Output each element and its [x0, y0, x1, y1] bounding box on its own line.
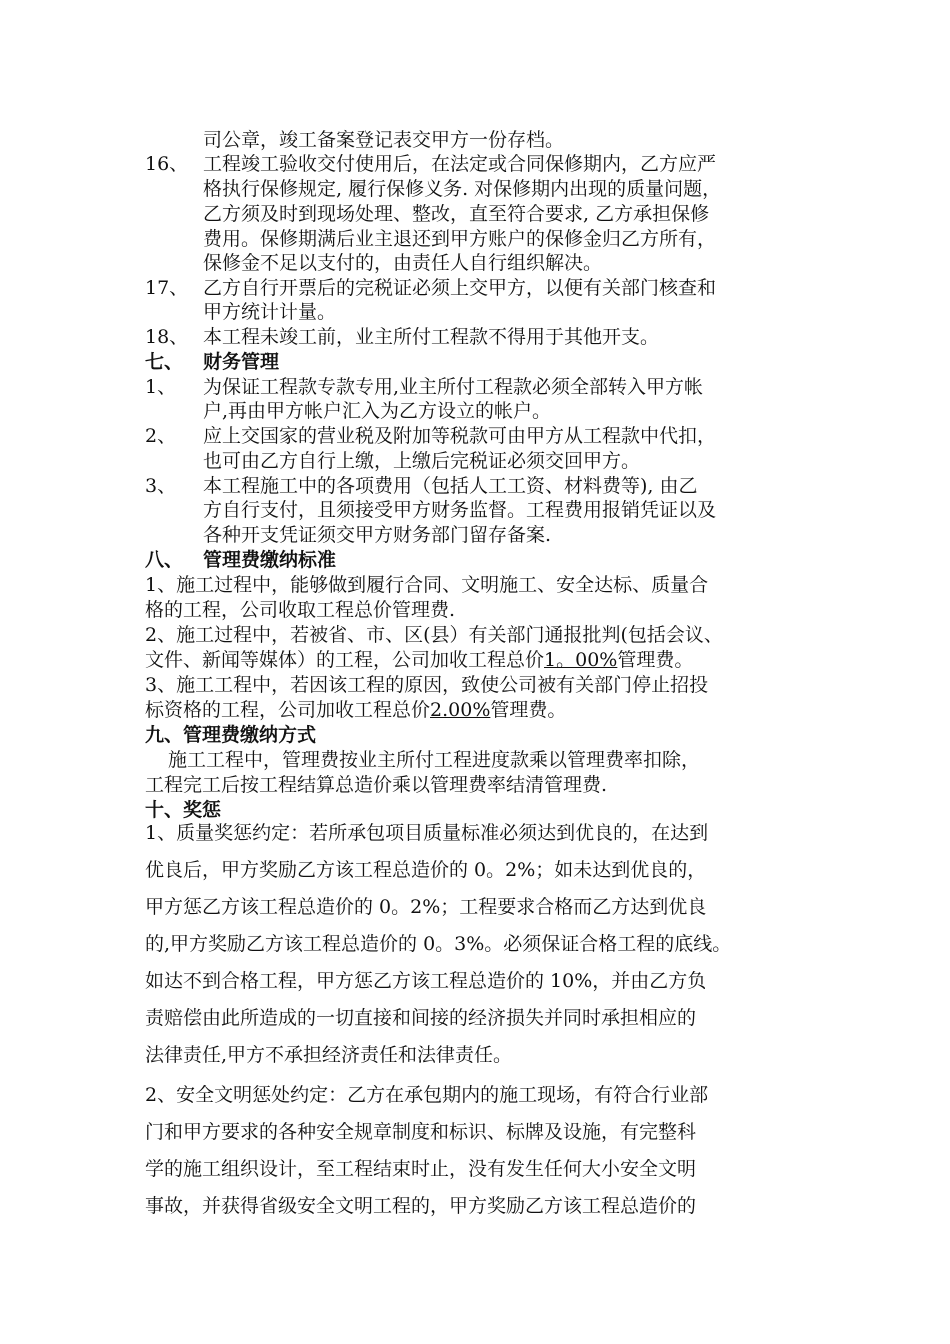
- s7-item-2-number: 2、: [145, 425, 177, 447]
- rate-value-2: 2.00%: [430, 699, 491, 721]
- s8-text: 管理费。: [490, 699, 567, 721]
- s7-item-3-line: 本工程施工中的各项费用（包括人工工资、材料费等), 由乙: [203, 475, 698, 497]
- s8-text: 管理费。: [617, 649, 694, 671]
- section-8-title: 管理费缴纳标准: [203, 549, 337, 571]
- item-16-line: 乙方须及时到现场处理、整改，直至符合要求, 乙方承担保修: [203, 203, 710, 225]
- s10-line: 的,甲方奖励乙方该工程总造价的 0。3%。必须保证合格工程的底线。: [145, 933, 732, 955]
- s10-line: 法律责任,甲方不承担经济责任和法律责任。: [145, 1044, 513, 1066]
- item-16-number: 16、: [145, 153, 189, 175]
- s7-item-3-number: 3、: [145, 475, 177, 497]
- section-8-number: 八、: [145, 549, 184, 571]
- s9-line: 工程完工后按工程结算总造价乘以管理费率结清管理费.: [145, 774, 608, 796]
- s10-line: 2、安全文明惩处约定：乙方在承包期内的施工现场，有符合行业部: [145, 1084, 709, 1106]
- section-10-title: 十、奖惩: [145, 799, 222, 821]
- item-16-line: 格执行保修规定, 履行保修义务. 对保修期内出现的质量问题，: [203, 178, 722, 200]
- item-16-line: 保修金不足以支付的，由责任人自行组织解决。: [203, 252, 603, 274]
- s8-line-rate-2: [145, 698, 566, 722]
- section-7-number: 七、: [145, 351, 184, 373]
- item-18-line: 本工程未竣工前，业主所付工程款不得用于其他开支。: [203, 326, 660, 348]
- s10-line: 如达不到合格工程，甲方惩乙方该工程总造价的 10%，并由乙方负: [145, 970, 707, 992]
- s7-item-3-line: 各种开支凭证须交甲方财务部门留存备案.: [203, 524, 552, 546]
- s8-text: 文件、新闻等媒体）的工程，公司加收工程总价: [145, 649, 545, 671]
- s9-line: 施工工程中，管理费按业主所付工程进度款乘以管理费率扣除，: [168, 749, 701, 771]
- s10-line: 责赔偿由此所造成的一切直接和间接的经济损失并同时承担相应的: [145, 1007, 697, 1029]
- s7-item-1-number: 1、: [145, 376, 177, 398]
- s8-text: 标资格的工程，公司加收工程总价: [145, 699, 431, 721]
- s8-line: 1、施工过程中，能够做到履行合同、文明施工、安全达标、质量合: [145, 574, 709, 596]
- s8-line-rate-1: [145, 648, 693, 672]
- s10-line: 优良后，甲方奖励乙方该工程总造价的 0。2%；如未达到优良的，: [145, 859, 707, 881]
- s10-line: 学的施工组织设计，至工程结束时止，没有发生任何大小安全文明: [145, 1158, 697, 1180]
- s10-line: 事故，并获得省级安全文明工程的，甲方奖励乙方该工程总造价的: [145, 1195, 697, 1217]
- item-17-line: 甲方统计计量。: [203, 301, 337, 323]
- s7-item-3-line: 方自行支付，且须接受甲方财务监督。工程费用报销凭证以及: [203, 499, 717, 521]
- item-17-line: 乙方自行开票后的完税证必须上交甲方，以便有关部门核查和: [203, 277, 717, 299]
- item-16-line: 工程竣工验收交付使用后，在法定或合同保修期内，乙方应严: [203, 153, 717, 175]
- rate-value-1: 1。00%: [544, 649, 618, 671]
- s7-item-1-line: 为保证工程款专款专用,业主所付工程款必须全部转入甲方帐: [203, 376, 704, 398]
- item-18-number: 18、: [145, 326, 189, 348]
- section-7-title: 财务管理: [203, 351, 280, 373]
- s10-line: 门和甲方要求的各种安全规章制度和标识、标牌及设施，有完整科: [145, 1121, 697, 1143]
- s7-item-1-line: 户,再由甲方帐户汇入为乙方设立的帐户。: [203, 400, 552, 422]
- s10-line: 甲方惩乙方该工程总造价的 0。2%；工程要求合格而乙方达到优良: [145, 896, 707, 918]
- s8-line: 3、施工工程中，若因该工程的原因，致使公司被有关部门停止招投: [145, 674, 709, 696]
- item-16-line: 费用。保修期满后业主退还到甲方账户的保修金归乙方所有，: [203, 228, 717, 250]
- s8-line: 2、施工过程中，若被省、市、区(县）有关部门通报批判(包括会议、: [145, 624, 723, 646]
- s7-item-2-line: 也可由乙方自行上缴，上缴后完税证必须交回甲方。: [203, 450, 641, 472]
- s7-item-2-line: 应上交国家的营业税及附加等税款可由甲方从工程款中代扣，: [203, 425, 717, 447]
- section-9-title: 九、管理费缴纳方式: [145, 724, 317, 746]
- item-15-continuation: 司公章，竣工备案登记表交甲方一份存档。: [203, 129, 565, 151]
- item-17-number: 17、: [145, 277, 189, 299]
- s8-line: 格的工程，公司收取工程总价管理费.: [145, 599, 456, 621]
- s10-line: 1、质量奖惩约定：若所承包项目质量标准必须达到优良的，在达到: [145, 822, 709, 844]
